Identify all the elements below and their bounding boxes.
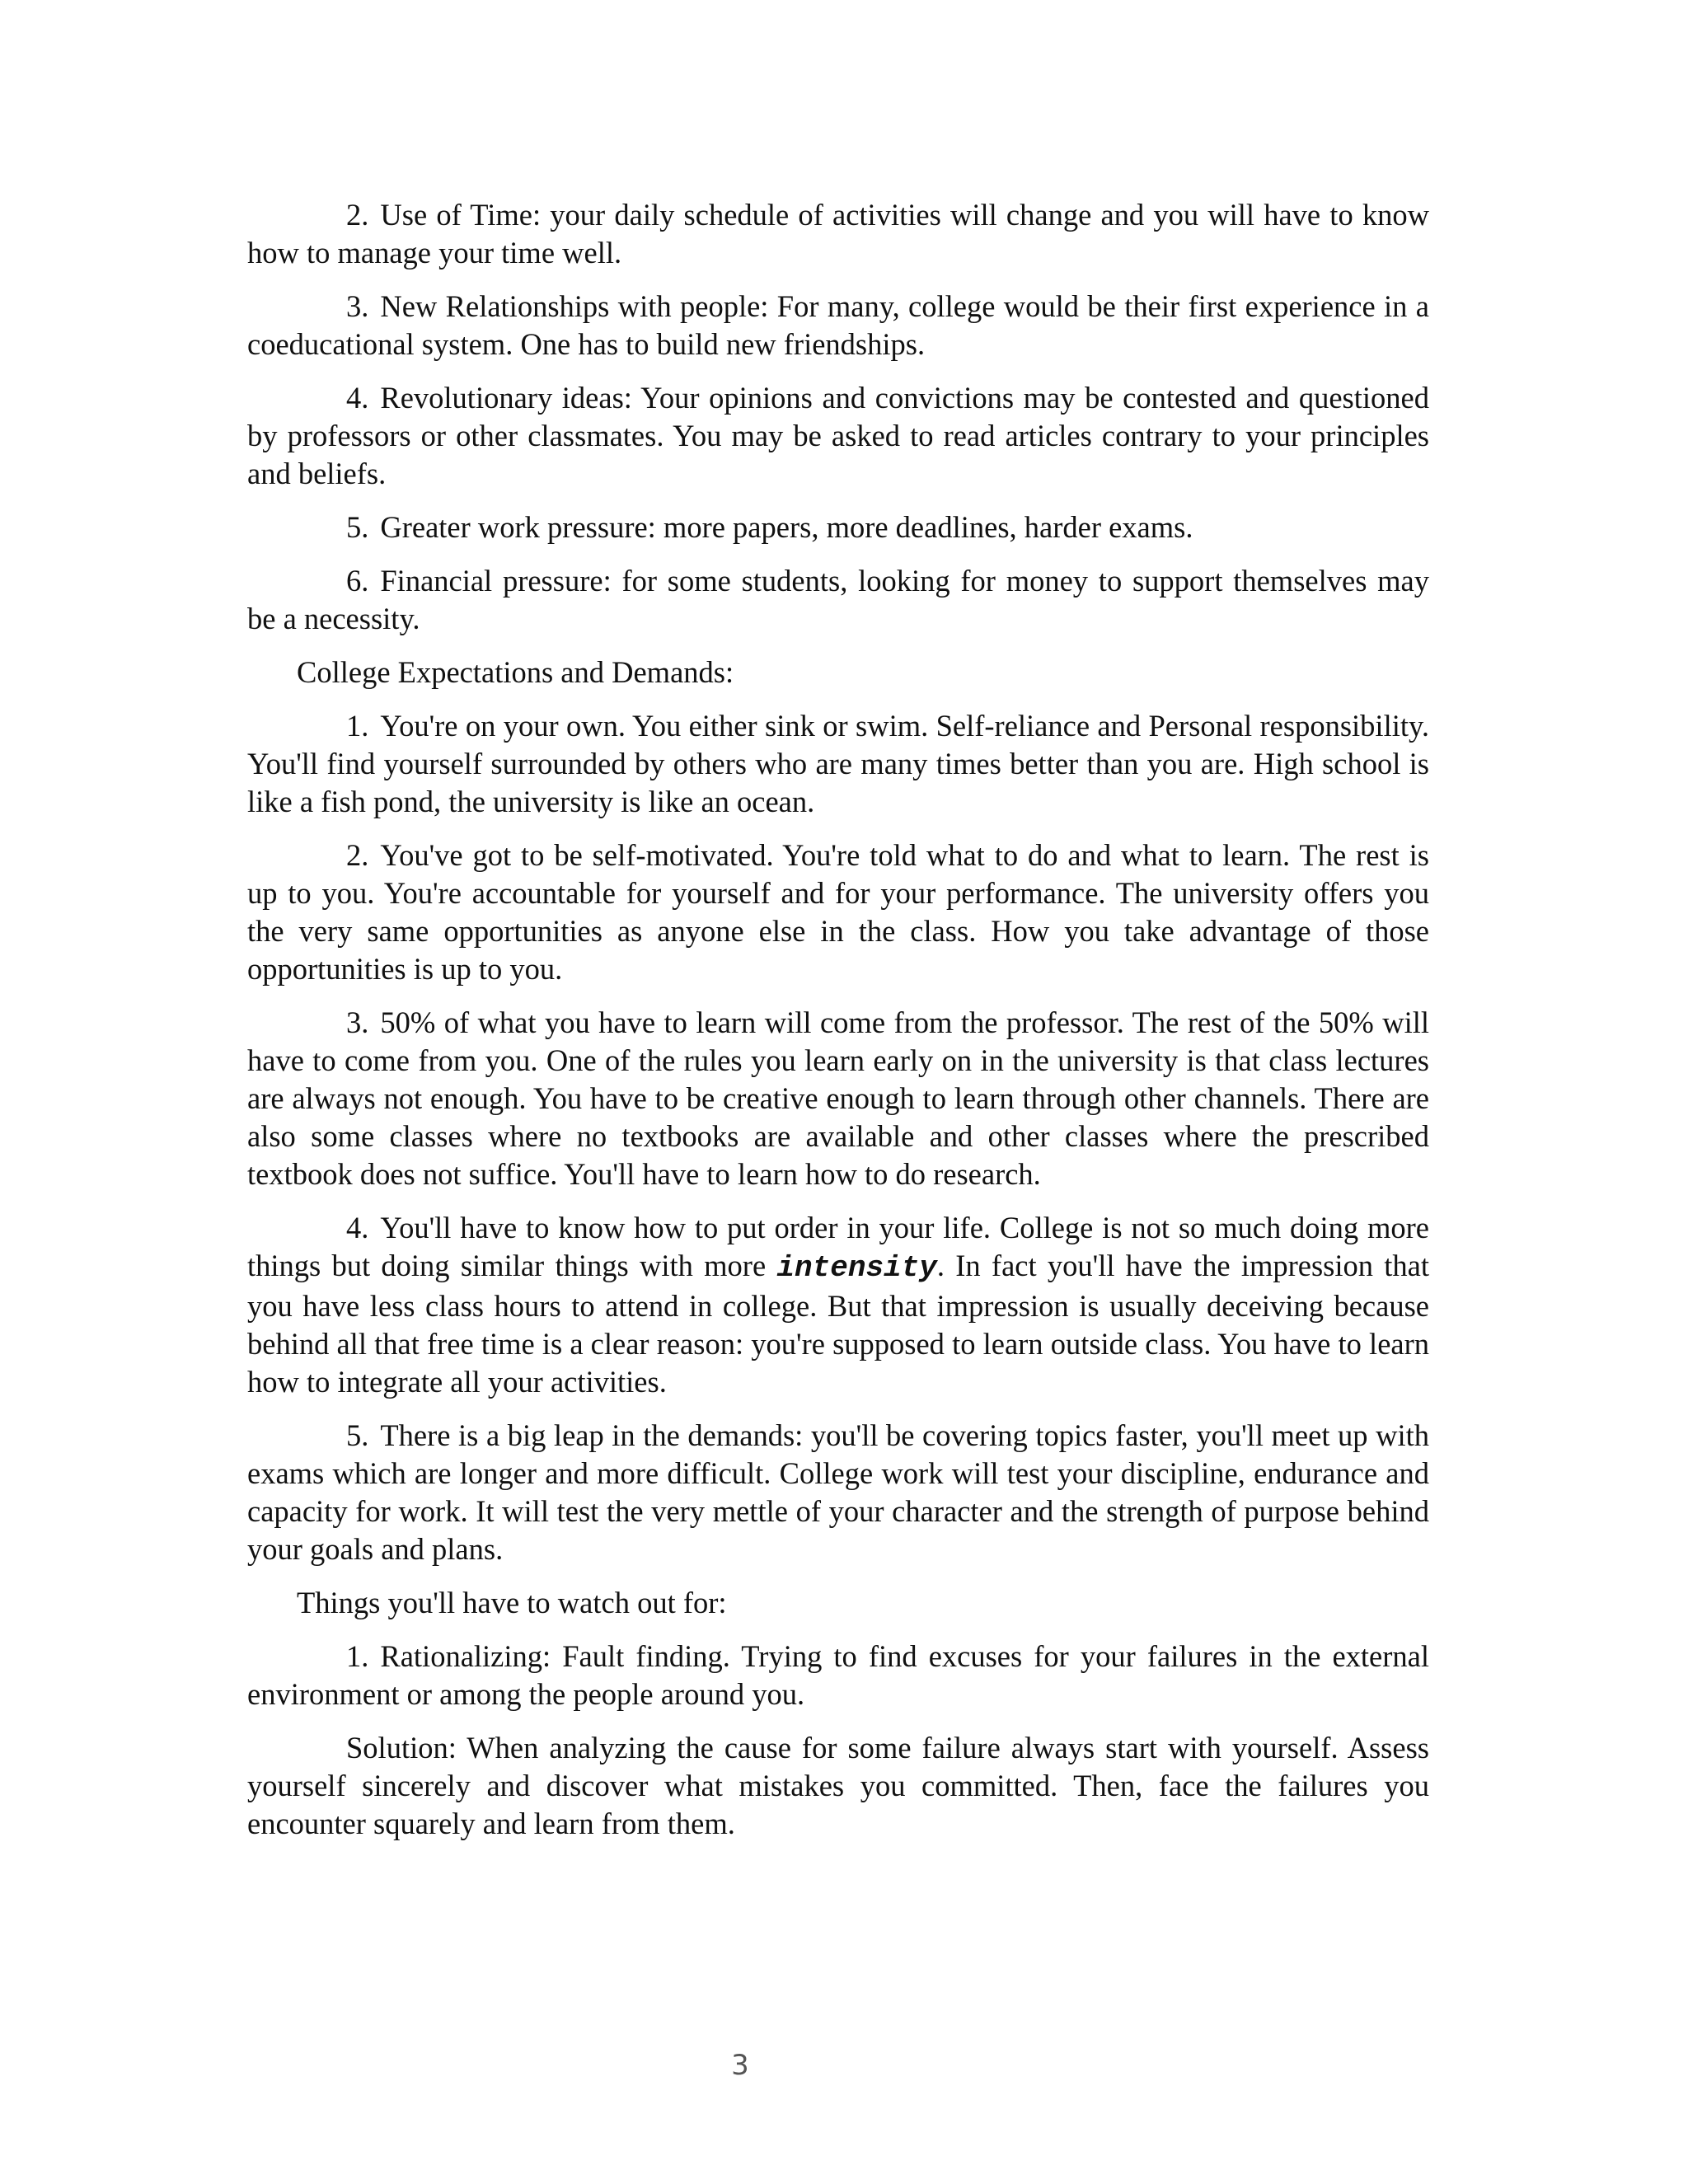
item-text: Rationalizing: Fault finding. Trying to find excuses for your failures in the external environment or among the people around you. (247, 1639, 1429, 1711)
list-item-work-pressure (247, 509, 1429, 546)
emphasized-word: intensity (776, 1251, 937, 1285)
item-number: 2. (346, 198, 369, 232)
item-text: You've got to be self-motivated. You're told what to do and what to learn. The rest is up to you. You're accountable for yourself and for your performance. The university offers you the very same opportunities as anyone else in the class. How you take advantage of those opportunities is up to you. (247, 838, 1429, 986)
item-number: 3. (346, 1005, 369, 1039)
item-text: Greater work pressure: more papers, more deadlines, harder exams. (380, 510, 1193, 544)
solution-paragraph: Solution: When analyzing the cause for some failure always start with yourself. Assess yourself sincerely and discover what mistakes you committed. Then, face the failures you encounter squarely and learn from them. (247, 1731, 1429, 1840)
section-heading-expectations: College Expectations and Demands: (297, 655, 734, 689)
page-number: 3 (731, 2049, 749, 2082)
item-text: You're on your own. You either sink or swim. Self-reliance and Personal responsibility. You'll find yourself surrounded by others who are many times better than you are. High school is like a fish pond, the university is like an ocean. (247, 709, 1429, 818)
item-number: 5. (346, 510, 369, 544)
item-number: 4. (346, 381, 369, 415)
item-text: There is a big leap in the demands: you'll be covering topics faster, you'll meet up with exams which are longer and more difficult. College work will test your discipline, endurance and capacity for work. It will test the very mettle of your character and the strength of purpose behind your goals and plans. (247, 1418, 1429, 1566)
item-text: Revolutionary ideas: Your opinions and convictions may be contested and questioned by professors or other classmates. You may be asked to read articles contrary to your principles and beliefs. (247, 381, 1429, 490)
list-item-self-motivated (247, 837, 1429, 988)
item-number: 4. (346, 1211, 369, 1244)
item-text: New Relationships with people: For many, college would be their first experience in a coeducational system. One has to build new friendships. (247, 289, 1429, 361)
item-text: Use of Time: your daily schedule of activities will change and you will have to know how to manage your time well. (247, 198, 1429, 269)
item-text: Financial pressure: for some students, looking for money to support themselves may be a necessity. (247, 564, 1429, 635)
item-text: 50% of what you have to learn will come from the professor. The rest of the 50% will have to come from you. One of the rules you learn early on in the university is that class lectures are always not enough. You have to be creative enough to learn through other channels. There are also some classes where no textbooks are available and other classes where the prescribed textbook does not suffice. You'll have to learn how to do research. (247, 1005, 1429, 1191)
item-text-before: You'll have to know how to put order in your life. College is not so much doing more things but doing similar things with more (247, 1211, 1429, 1282)
list-item-financial-pressure (247, 562, 1429, 638)
item-number: 1. (346, 709, 369, 743)
list-item-order-in-life (247, 1209, 1429, 1401)
list-item-on-your-own (247, 707, 1429, 821)
list-item-fifty-percent (247, 1004, 1429, 1193)
item-number: 1. (346, 1639, 369, 1673)
list-item-revolutionary-ideas (247, 379, 1429, 493)
item-number: 3. (346, 289, 369, 323)
item-number: 2. (346, 838, 369, 872)
list-item-big-leap (247, 1417, 1429, 1568)
section-heading-watch-out: Things you'll have to watch out for: (297, 1586, 727, 1619)
item-number: 6. (346, 564, 369, 598)
item-text-after: . In fact you'll have the impression that you have less class hours to attend in college. But that impression is usually deceiving because behind all that free time is a clear reason: you're supposed to learn outside class. You have to learn how to integrate all your activities. (247, 1249, 1430, 1399)
list-item-use-of-time (247, 196, 1429, 272)
list-item-rationalizing (247, 1638, 1429, 1713)
document-page (247, 196, 1429, 1858)
item-number: 5. (346, 1418, 369, 1452)
list-item-new-relationships (247, 288, 1429, 363)
